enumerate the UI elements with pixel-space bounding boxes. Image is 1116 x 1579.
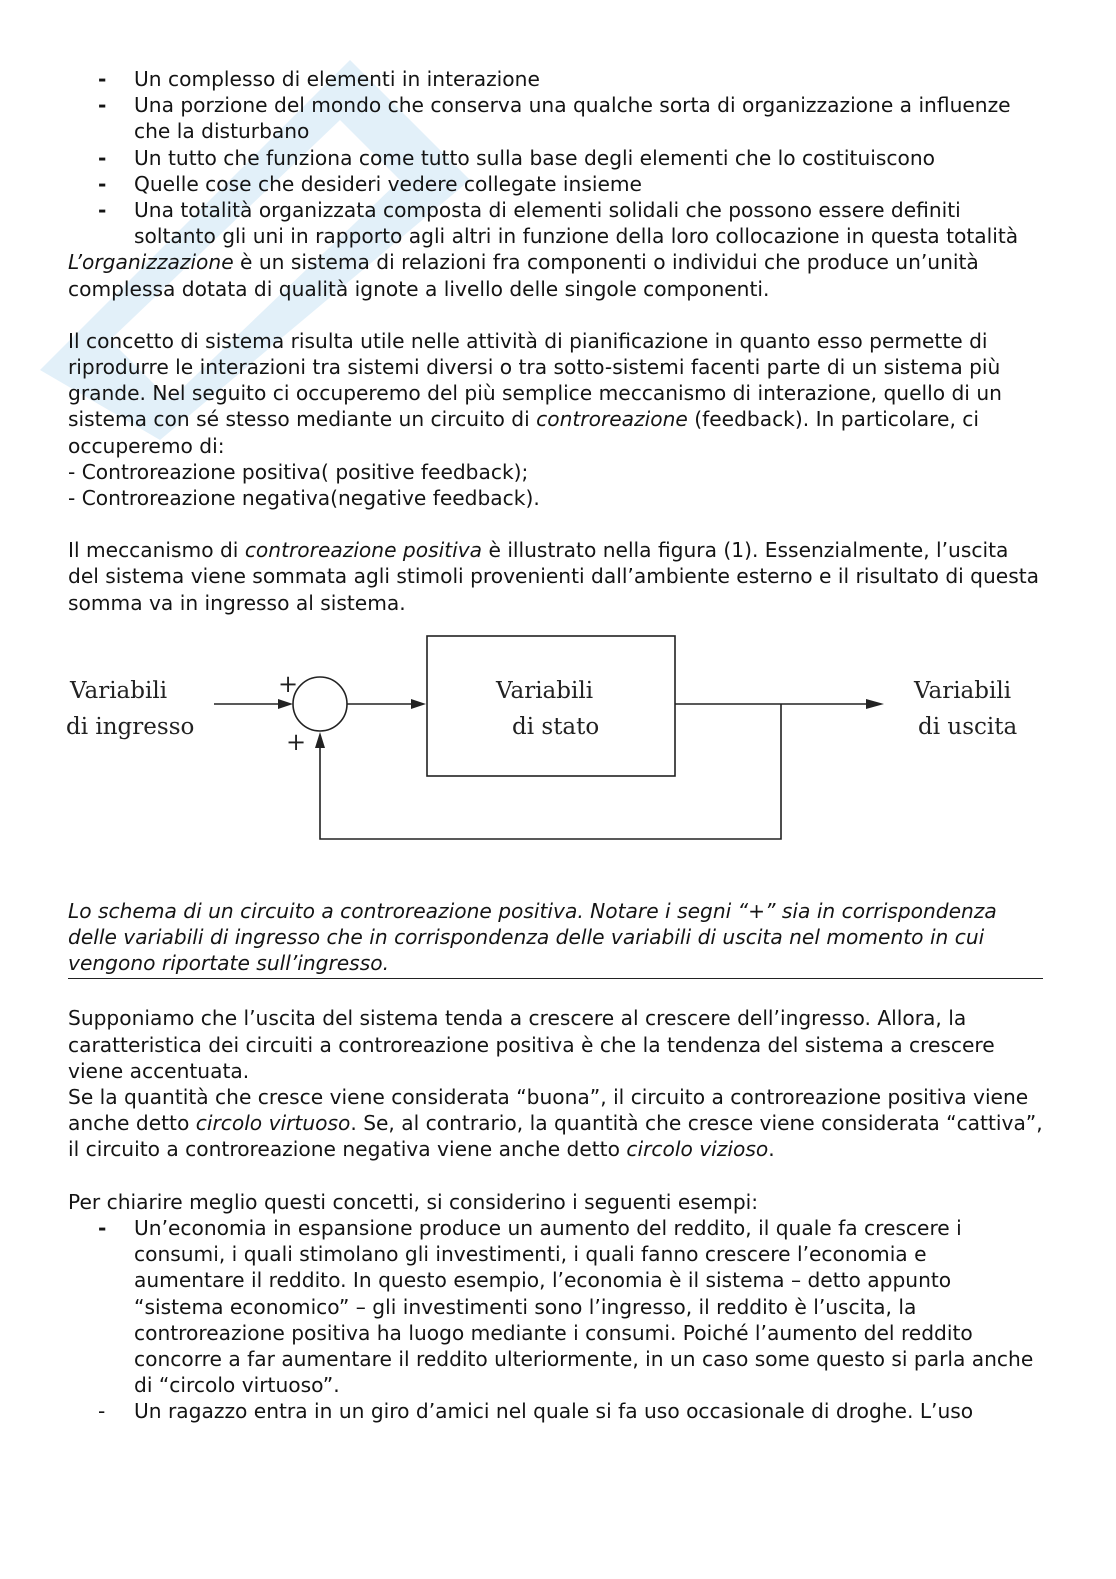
list-item: - Una porzione del mondo che conserva una qualche sorta di organizzazione a influenze che la disturbano xyxy=(98,93,1011,144)
junction-arrowhead xyxy=(411,699,426,709)
quantita-paragraph: Se la quantità che cresce viene considerata “buona”, il circuito a controreazione positiva viene anche detto circolo virtuoso. Se, al contrario, la quantità che cresce viene considerata “cattiva”, il circuito a controreazione negativa viene anche detto circolo vizioso. xyxy=(68,1085,1043,1162)
concetto-paragraph: Il concetto di sistema risulta utile nelle attività di pianificazione in quanto esso permette di riprodurre le interazioni tra sistemi diversi o tra sotto-sistemi facenti parte di un sistema più grande. Nel seguito ci occuperemo del più semplice meccanismo di interazione, quello di un sistema con sé stesso mediante un circuito di controreazione (feedback). In particolare, ci occuperemo di: xyxy=(68,328,1002,458)
esempi-intro: Per chiarire meglio questi concetti, si considerino i seguenti esempi: xyxy=(68,1189,759,1214)
document-page xyxy=(68,66,1043,1425)
list-item: - Un tutto che funziona come tutto sulla base degli elementi che lo costituiscono xyxy=(98,145,935,170)
feedback-item-positive: - Controreazione positiva( positive feedback); xyxy=(68,459,529,484)
list-item: - Una totalità organizzata composta di elementi solidali che possono essere definiti soltanto gli uni in rapporto agli altri in funzione della loro collocazione in questa totalità xyxy=(98,198,1019,249)
list-item: - Quelle cose che desideri vedere collegate insieme xyxy=(98,171,642,196)
organizzazione-paragraph: L’organizzazione è un sistema di relazioni fra componenti o individui che produce un’unità complessa dotata di qualità ignote a livello delle singole componenti. xyxy=(68,250,979,301)
feedback-arrowhead xyxy=(315,732,325,748)
input-label-2: di ingresso xyxy=(66,713,195,740)
examples-list xyxy=(68,1215,1043,1425)
summing-junction xyxy=(293,677,347,731)
divider xyxy=(68,978,1043,979)
state-label-2: di stato xyxy=(512,713,600,740)
state-label-1: Variabili xyxy=(496,677,594,704)
plus-sign-top: + xyxy=(278,669,299,698)
plus-sign-bottom: + xyxy=(286,727,307,756)
output-arrowhead xyxy=(866,699,884,709)
feedback-diagram xyxy=(66,632,1041,886)
figure-caption: Lo schema di un circuito a controreazione positiva. Notare i segni “+” sia in corrispondenza delle variabili di ingresso che in corrispondenza delle variabili di uscita nel momento in cui vengono riportate sull’ingresso. xyxy=(68,898,997,976)
meccanismo-paragraph: Il meccanismo di controreazione positiva è illustrato nella figura (1). Essenzialmente, l’uscita del sistema viene sommata agli stimoli provenienti dall’ambiente esterno e il risultato di questa somma va in ingresso al sistema. xyxy=(68,538,1040,615)
feedback-item-negative: - Controreazione negativa(negative feedback). xyxy=(68,486,540,511)
supponiamo-paragraph: Supponiamo che l’uscita del sistema tenda a crescere al crescere dell’ingresso. Allora, la caratteristica dei circuiti a controreazione positiva è che la tendenza del sistema a crescere viene accentuata. xyxy=(68,1006,995,1083)
state-block xyxy=(427,636,675,776)
list-item: - Un’economia in espansione produce un aumento del reddito, il quale fa crescere i consumi, i quali stimolano gli investimenti, i quali fanno crescere l’economia e aumentare il reddito. In questo esempio, l’economia è il sistema – detto appunto “sistema economico” – gli investimenti sono l’ingresso, il reddito è l’uscita, la controreazione positiva ha luogo mediante i consumi. Poiché l’aumento del reddito concorre a far aumentare il reddito ulteriormente, in un caso some questo si parla anche di “circolo virtuoso”. xyxy=(98,1215,1034,1398)
feedback-diagram-svg xyxy=(66,632,1041,886)
list-item: - Un complesso di elementi in interazione xyxy=(98,67,540,91)
definition-list xyxy=(68,66,1043,249)
list-item: - Un ragazzo entra in un giro d’amici nel quale si fa uso occasionale di droghe. L’uso xyxy=(98,1399,974,1424)
output-label-1: Variabili xyxy=(914,677,1012,704)
output-label-2: di uscita xyxy=(918,713,1018,740)
input-label-1: Variabili xyxy=(70,677,168,704)
input-arrowhead xyxy=(278,699,293,709)
